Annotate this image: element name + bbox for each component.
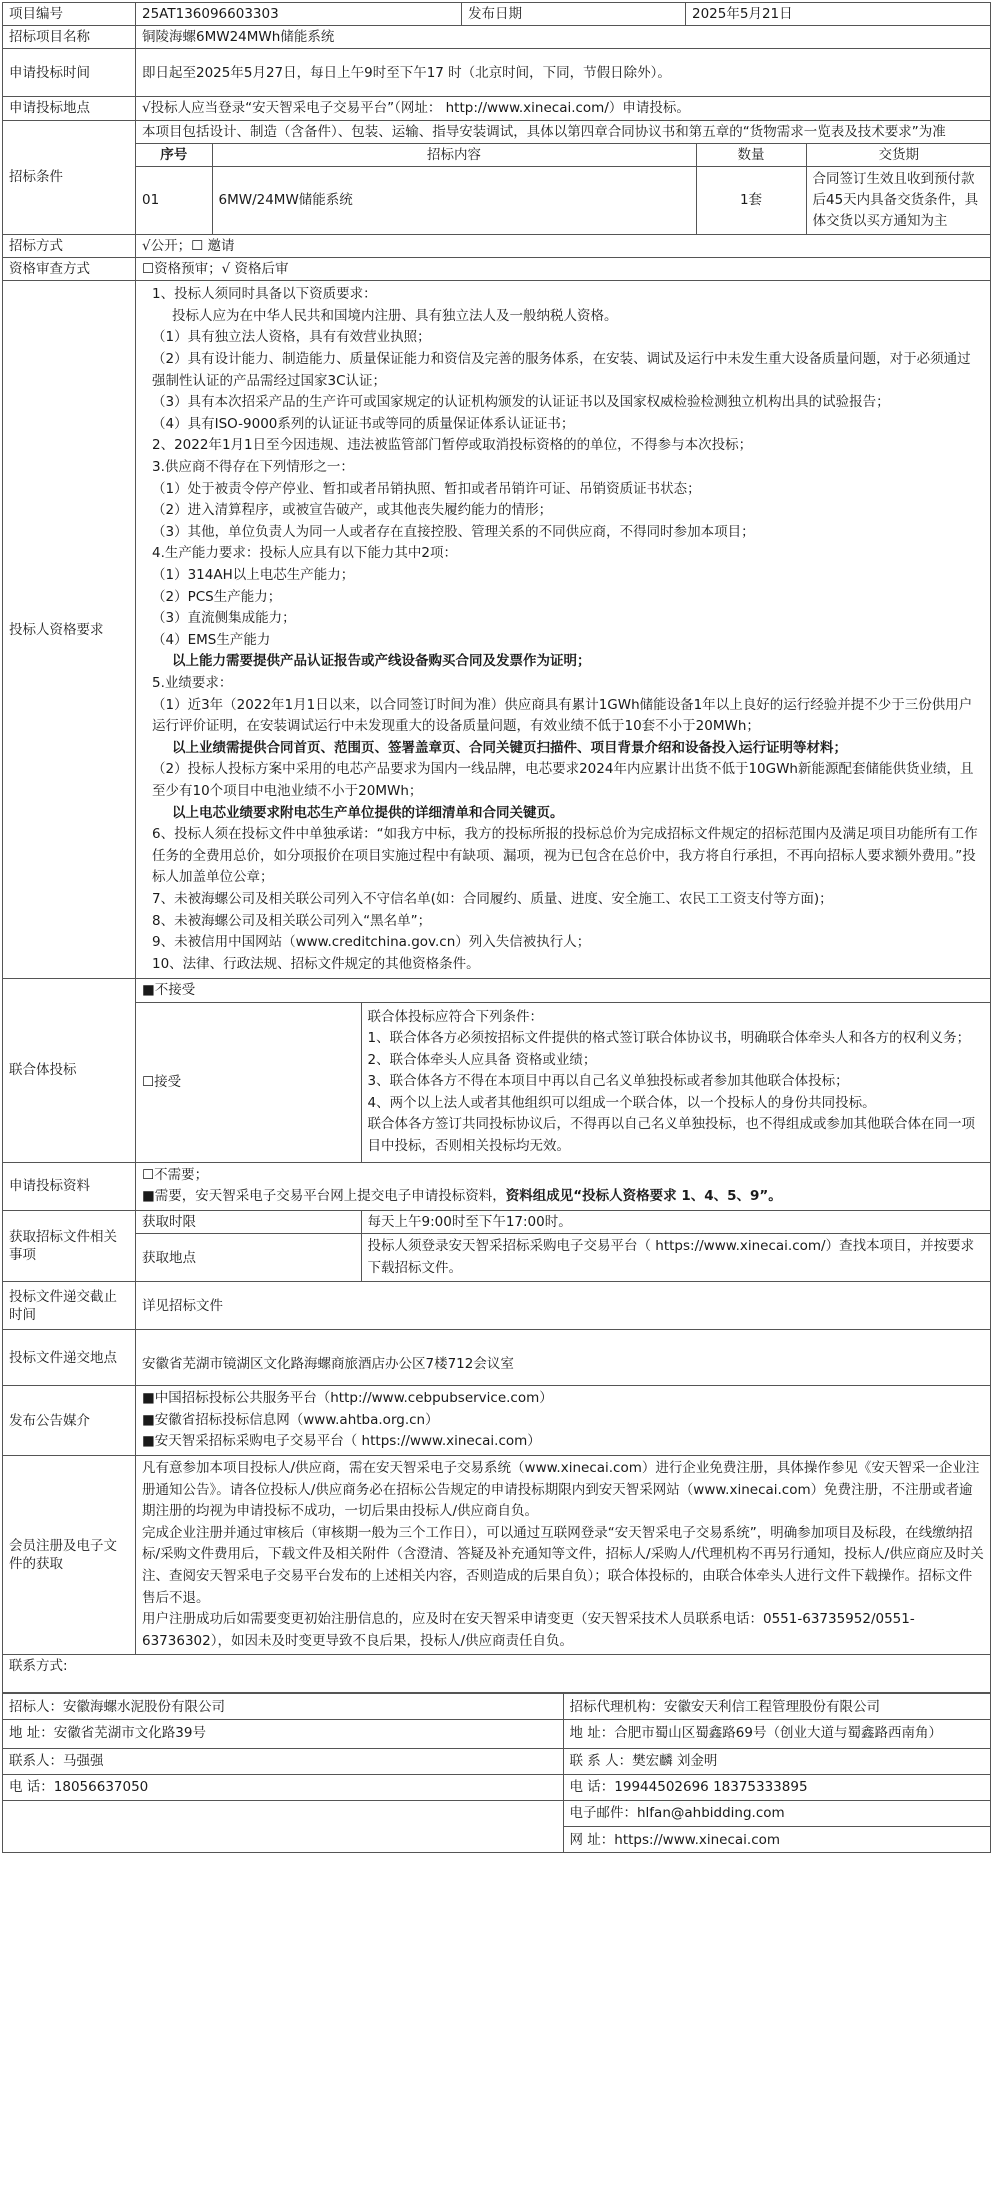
method-label: 招标方式 [3,234,136,257]
apply-time-value: 即日起至2025年5月27日，每日上午9时至下午17 时（北京时间，下同，节假日除外）。 [136,49,991,97]
row-content: 6MW/24MW储能系统 [212,167,696,234]
consortium-condition-line: 联合体各方签订共同投标协议后，不得再以自己名义单独投标，也不得组成或参加其他联合体在同一项目中投标，否则相关投标均无效。 [367,1116,975,1155]
requirements-list [136,281,991,979]
contact-right-addr [563,1720,991,1749]
consortium-condition-line: 1、联合体各方必须按招标文件提供的格式签订联合体协议书，明确联合体牵头人和各方的权利义务； [367,1030,971,1047]
apply-docs-label: 申请投标资料 [3,1162,136,1210]
qual-review-label: 资格审查方式 [3,258,136,281]
obtain-place-value: 投标人须登录安天智采招标采购电子交易平台（ https://www.xinecai.com/）查找本项目，并按要求下载招标文件。 [361,1234,991,1282]
consortium-condition-line: 4、两个以上法人或者其他组织可以组成一个联合体，以一个投标人的身份共同投标。 [367,1094,876,1111]
contact-right-addr-value: 合肥市蜀山区蜀鑫路69号（创业大道与蜀鑫路西南角） [614,1725,942,1742]
obtain-time-value: 每天上午9:00时至下午17:00时。 [361,1211,991,1234]
consortium-cell [136,979,991,1162]
requirements-label: 投标人资格要求 [3,281,136,979]
apply-docs-needed [142,1186,984,1208]
requirement-line: （3）具有本次招采产品的生产许可或国家规定的认证机构颁发的认证证书以及国家权威检验检测独立机构出具的试验报告； [152,394,890,411]
contact-right-phone: 电 话：19944502696 18375333895 [563,1774,991,1800]
project-name-value: 铜陵海螺6MW24MWh储能系统 [136,26,991,49]
requirement-line: （3）直流侧集成能力； [152,610,296,627]
register-para: 凡有意参加本项目投标人/供应商，需在安天智采电子交易系统（www.xinecai.com）进行企业免费注册，具体操作参见《安天智采一企业注册通知公告》。请各位投标人/供应商务必在招标公告规定的申请投标期限内到安天智采网站（www.xinecai.com）免费注册，不注册或者逾期注册的均视为申请投标不成功，一切后果由投标人/供应商自负。 [142,1460,980,1520]
contact-left-phone: 电 话：18056637050 [3,1774,563,1800]
requirement-line: 6、投标人须在投标文件中单独承诺：“如我方中标，我方的投标所报的投标总价为完成招标文件规定的招标范围内及满足项目功能所有工作任务的全费用总价，如分项报价在项目实施过程中有缺项、漏项，视为已包含在总价中，我方将自行承担，不再向招标人要求额外费用。”投标人加盖单位公章； [152,826,978,886]
requirement-line: 以上能力需要提供产品认证报告或产线设备购买合同及发票作为证明； [172,653,591,670]
row-delivery: 合同签订生效且收到预付款后45天内具备交货条件，具体交货以买方通知为主 [806,167,991,234]
requirement-line: （1）314AH以上电芯生产能力； [152,567,355,584]
apply-docs-composition: 资料组成见“投标人资格要求 1、4、5、9”。 [505,1188,782,1205]
requirement-line: （1）处于被责令停产停业、暂扣或者吊销执照、暂扣或者吊销许可证、吊销资质证书状态； [152,480,701,497]
consortium-label: 联合体投标 [3,979,136,1162]
col-header-delivery: 交货期 [806,143,991,166]
contact-right-web: 网 址：https://www.xinecai.com [563,1826,991,1852]
deadline-value: 详见招标文件 [136,1282,991,1330]
requirement-line: （2）具有设计能力、制造能力、质量保证能力和资信及完善的服务体系，在安装、调试及运行中未发生重大设备质量问题，对于必须通过强制性认证的产品需经过国家3C认证； [152,351,971,389]
requirement-line: 5.业绩要求： [152,674,233,691]
requirement-line: 以上业绩需提供合同首页、范围页、签署盖章页、合同关键页扫描件、项目背景介绍和设备投入运行证明等材料； [172,739,847,756]
contact-cell [3,1693,991,1853]
col-header-content: 招标内容 [212,143,696,166]
requirement-line: 10、法律、行政法规、招标文件规定的其他资格条件。 [152,955,480,972]
qual-review-value: ☐资格预审；√ 资格后审 [136,258,991,281]
requirement-line: （4）具有ISO-9000系列的认证证书或等同的质量保证体系认证证书； [152,415,575,432]
method-value: √公开；☐ 邀请 [136,234,991,257]
obtain-time-label: 获取时限 [136,1211,361,1234]
apply-docs-value [136,1162,991,1210]
register-para: 完成企业注册并通过审核后（审核期一般为三个工作日），可以通过互联网登录“安天智采电子交易系统”，明确参加项目及标段，在线缴纳招标/采购文件费用后，下载文件及相关附件（含澄清、答疑及补充通知等文件，招标人/采购人/代理机构不再另行通知，投标人/供应商应及时关注、查阅安天智采电子交易平台发布的上述相关内容，否则造成的后果自负）；联合体投标的，由联合体牵头人进行文件下载操作。招标文件售后不退。 [142,1524,984,1606]
requirement-line: 1、投标人须同时具备以下资质要求： [152,286,377,303]
requirement-line: 以上电芯业绩要求附电芯生产单位提供的详细清单和合同关键页。 [172,804,564,821]
register-label: 会员注册及电子文件的获取 [3,1456,136,1655]
row-qty: 1套 [696,167,806,234]
table-row [136,167,991,234]
consortium-condition-line: 3、联合体各方不得在本项目中再以自己名义单独投标或者参加其他联合体投标； [367,1073,849,1090]
contact-title: 联系方式: [3,1655,991,1693]
requirement-line: 2、2022年1月1日至今因违规、违法被监管部门暂停或取消投标资格的的单位，不得参与本次投标； [152,437,753,454]
submit-place-value: 安徽省芜湖市镜湖区文化路海螺商旅酒店办公区7楼712会议室 [136,1330,991,1386]
media-list [136,1386,991,1456]
obtain-place-label: 获取地点 [136,1234,361,1282]
requirement-line: （4）EMS生产能力 [152,631,271,648]
contact-left-addr: 地 址：安徽省芜湖市文化路39号 [3,1720,563,1749]
media-label: 发布公告媒介 [3,1386,136,1456]
obtain-label: 获取招标文件相关事项 [3,1210,136,1281]
conditions-cell [136,120,991,234]
consortium-conditions [361,1002,991,1162]
apply-time-label: 申请投标时间 [3,49,136,97]
submit-place-label: 投标文件递交地点 [3,1330,136,1386]
consortium-not-accept: ■不接受 [136,979,991,1002]
col-header-no: 序号 [136,143,212,166]
requirement-line: 9、未被信用中国网站（www.creditchina.gov.cn）列入失信被执行人； [152,934,591,951]
conditions-label: 招标条件 [3,120,136,234]
requirements-lines [142,284,984,975]
requirement-line: 投标人应为在中华人民共和国境内注册、具有独立法人及一般纳税人资格。 [172,307,618,324]
project-name-label: 招标项目名称 [3,26,136,49]
apply-place-label: 申请投标地点 [3,97,136,120]
requirement-line: 7、未被海螺公司及相关联公司列入不守信名单(如：合同履约、质量、进度、安全施工、农民工工资支付等方面)； [152,890,833,907]
contact-left-blank [3,1800,563,1826]
consortium-accept: ☐接受 [136,1002,361,1162]
requirement-line: （2）进入清算程序，或被宣告破产，或其他丧失履约能力的情形； [152,502,553,519]
obtain-cell [136,1210,991,1281]
media-item-cebpubservice: ■中国招标投标公共服务平台（http://www.cebpubservice.com） [142,1390,553,1407]
requirement-line: （1）近3年（2022年1月1日以来，以合同签订时间为准）供应商具有累计1GWh储能设备1年以上良好的运行经验并提不少于三份供用户运行评价证明，在安装调试运行中未发现重大的设备质量问题，有效业绩不低于10套不小于20MWh； [152,696,973,735]
apply-docs-needed-text: ■需要，安天智采电子交易平台网上提交电子申请投标资料， [142,1188,506,1205]
contact-right-org: 招标代理机构：安徽安天利信工程管理股份有限公司 [563,1694,991,1720]
register-text [136,1456,991,1655]
contact-table [3,1693,991,1852]
publish-date-value: 2025年5月21日 [686,3,991,26]
requirement-line: （2）投标人投标方案中采用的电芯产品要求为国内一线品牌，电芯要求2024年内应累计出货不低于10GWh新能源配套储能供货业绩，且至少有10个项目中电池业绩不小于20MWh； [152,761,974,799]
contact-left-blank [3,1826,563,1852]
tender-notice-table [2,2,991,1853]
media-item-xinecai: ■安天智采招标采购电子交易平台（ https://www.xinecai.com） [142,1433,541,1450]
apply-docs-not-needed: ☐不需要； [142,1166,209,1183]
contact-left-person: 联系人：马强强 [3,1748,563,1774]
deadline-label: 投标文件递交截止时间 [3,1282,136,1330]
register-para: 用户注册成功后如需要变更初始注册信息的，应及时在安天智采申请变更（安天智采技术人员联系电话：0551-63735952/0551-63736302），如因未及时变更导致不良后果，投标人/供应商责任自负。 [142,1611,915,1649]
publish-date-label: 发布日期 [462,3,686,26]
apply-place-value: √投标人应当登录“安天智采电子交易平台”（网址： http://www.xinecai.com/）申请投标。 [136,97,991,120]
consortium-condition-line: 联合体投标应符合下列条件： [367,1008,543,1025]
consortium-lines [368,1007,986,1158]
contact-left-org: 招标人：安徽海螺水泥股份有限公司 [3,1694,563,1720]
requirement-line: （2）PCS生产能力； [152,588,282,605]
requirement-line: 3.供应商不得存在下列情形之一： [152,459,354,476]
contact-right-person: 联 系 人：樊宏麟 刘金明 [563,1748,991,1774]
consortium-sub-table [136,979,991,1161]
obtain-sub-table [136,1211,991,1281]
project-no-value: 25AT136096603303 [136,3,462,26]
consortium-condition-line: 2、联合体牵头人应具备 资格或业绩； [367,1051,597,1068]
contact-right-email: 电子邮件：hlfan@ahbidding.com [563,1800,991,1826]
col-header-qty: 数量 [696,143,806,166]
requirement-line: （3）其他，单位负责人为同一人或者存在直接控股、管理关系的不同供应商，不得同时参加本项目； [152,523,755,540]
media-item-ahtba: ■安徽省招标投标信息网（www.ahtba.org.cn） [142,1411,439,1428]
row-no: 01 [136,167,212,234]
requirement-line: （1）具有独立法人资格，具有有效营业执照； [152,329,431,346]
requirement-line: 8、未被海螺公司及相关联公司列入“黑名单”； [152,912,432,929]
requirement-line: 4.生产能力要求：投标人应具有以下能力其中2项： [152,545,457,562]
conditions-items-table [136,143,991,234]
project-no-label: 项目编号 [3,3,136,26]
conditions-intro: 本项目包括设计、制造（含备件）、包装、运输、指导安装调试，具体以第四章合同协议书和第五章的“货物需求一览表及技术要求”为准 [142,123,946,140]
contact-right-addr-label: 地 址： [569,1725,615,1742]
